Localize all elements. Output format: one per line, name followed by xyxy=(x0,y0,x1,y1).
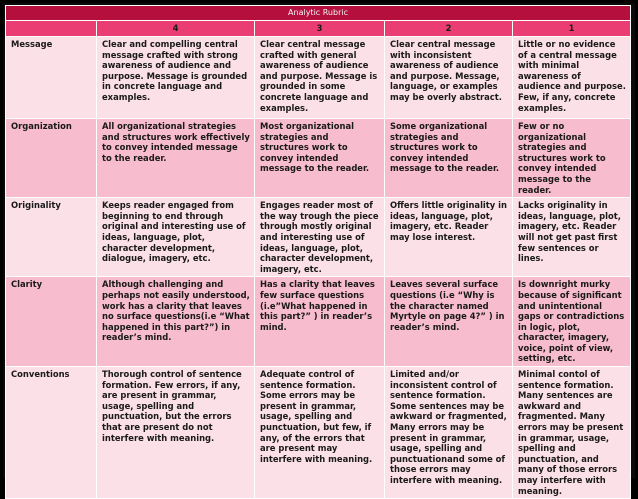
score-header-3: 3 xyxy=(255,21,385,37)
descriptor-cell: Some organizational strategies and structures work to convey intended message to the reader. xyxy=(385,119,513,198)
descriptor-cell: Offers little originality in ideas, language, plot, imagery, etc. Reader may lose interest. xyxy=(385,198,513,277)
criterion-label: Originality xyxy=(6,198,97,277)
descriptor-cell: Adequate control of sentence formation. Some errors may be present in grammar, usage, spelling and punctuation, but few, if any, of the errors that are present may interfere with meaning. xyxy=(255,367,385,499)
score-header-4: 4 xyxy=(97,21,255,37)
score-header-2: 2 xyxy=(385,21,513,37)
criterion-label: Clarity xyxy=(6,277,97,367)
descriptor-cell: Has a clarity that leaves few surface questions (i.e”What happened in this part?” ) in reader’s mind. xyxy=(255,277,385,367)
descriptor-cell: Few or no organizational strategies and structures work to convey intended message to the reader. xyxy=(513,119,631,198)
descriptor-cell: Little or no evidence of a central message with minimal awareness of audience and purpose. Few, if any, concrete examples. xyxy=(513,37,631,119)
criterion-label: Message xyxy=(6,37,97,119)
rubric-row-originality xyxy=(6,198,631,277)
analytic-rubric-table xyxy=(5,5,631,499)
rubric-row-organization xyxy=(6,119,631,198)
rubric-row-message xyxy=(6,37,631,119)
descriptor-cell: Thorough control of sentence formation. Few errors, if any, are present in grammar, usage, spelling and punctuation, but the errors that are present do not interfere with meaning. xyxy=(97,367,255,499)
descriptor-cell: Clear central message with inconsistent awareness of audience and purpose. Message, language, or examples may be overly abstract. xyxy=(385,37,513,119)
descriptor-cell: Keeps reader engaged from beginning to end through original and interesting use of ideas, language, plot, character development, dialogue, imagery, etc. xyxy=(97,198,255,277)
descriptor-cell: Is downright murky because of significant and unintentional gaps or contradictions in logic, plot, character, imagery, voice, point of view, setting, etc. xyxy=(513,277,631,367)
score-header-row xyxy=(6,21,631,37)
rubric-title-row xyxy=(6,6,631,21)
score-header-1: 1 xyxy=(513,21,631,37)
descriptor-cell: Although challenging and perhaps not easily understood, work has a clarity that leaves no surface questions(i.e “What happened in this part?”) in reader’s mind. xyxy=(97,277,255,367)
descriptor-cell: Limited and/or inconsistent control of sentence formation. Some sentences may be awkward or fragmented, Many errors may be present in grammar, usage, spelling and punctuationand some of those errors may interfere with meaning. xyxy=(385,367,513,499)
header-corner-cell xyxy=(6,21,97,37)
descriptor-cell: Minimal contol of sentence formation. Many sentences are awkward and fragmented. Many errors may be present in grammar, usage, spelling and punctuation, and many of those errors may interfere with meaning. xyxy=(513,367,631,499)
criterion-label: Organization xyxy=(6,119,97,198)
descriptor-cell: Leaves several surface questions (i.e “Why is the character named Myrtyle on page 4?” ) in reader’s mind. xyxy=(385,277,513,367)
rubric-title: Analytic Rubric xyxy=(6,6,631,21)
rubric-row-conventions xyxy=(6,367,631,499)
criterion-label: Conventions xyxy=(6,367,97,499)
rubric-row-clarity xyxy=(6,277,631,367)
descriptor-cell: All organizational strategies and structures work effectively to convey intended message to the reader. xyxy=(97,119,255,198)
descriptor-cell: Clear central message crafted with general awareness of audience and purpose. Message is grounded in some concrete language and examples. xyxy=(255,37,385,119)
descriptor-cell: Most organizational strategies and structures work to convey intended message to the reader. xyxy=(255,119,385,198)
descriptor-cell: Lacks originality in ideas, language, plot, imagery, etc. Reader will not get past first few sentences or lines. xyxy=(513,198,631,277)
descriptor-cell: Clear and compelling central message crafted with strong awareness of audience and purpose. Message is grounded in concrete language and examples. xyxy=(97,37,255,119)
descriptor-cell: Engages reader most of the way trough the piece through mostly original and interesting use of ideas, language, plot, character development, imagery, etc. xyxy=(255,198,385,277)
